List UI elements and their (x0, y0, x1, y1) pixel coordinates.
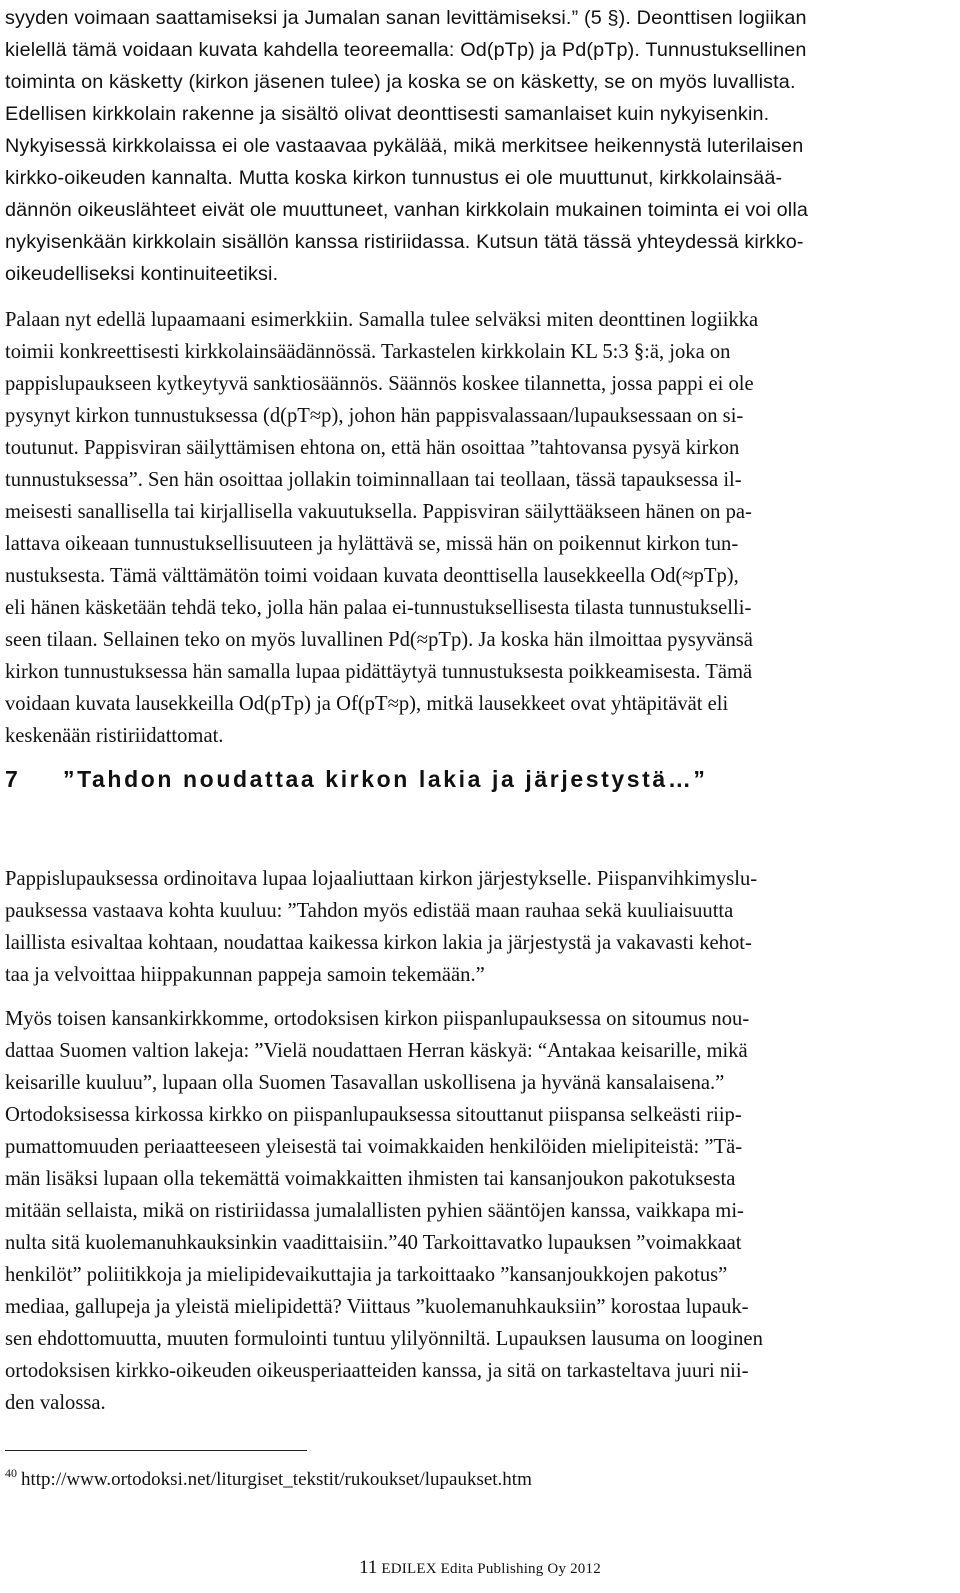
text-line: Ortodoksisessa kirkossa kirkko on piispanlupauksessa sitouttanut piispansa selkeästi riip- (5, 1104, 742, 1126)
text-line: keisarille kuuluu”, lupaan olla Suomen Tasavallan uskollisena ja hyvänä kansalaisena.” (5, 1072, 725, 1094)
paragraph-2 (5, 304, 943, 752)
paragraph-4 (5, 1003, 943, 1419)
text-line: laillista esivaltaa kohtaan, noudattaa kaikessa kirkon lakia ja järjestystä ja vakavasti kehot- (5, 932, 752, 954)
text-line: henkilöt” poliitikkoja ja mielipidevaikuttajia ja tarkoittaako ”kansanjoukkojen pakotus” (5, 1264, 728, 1286)
text-line: meisesti sanallisella tai kirjallisella vakuutuksella. Pappisviran säilyttääkseen hänen on pa- (5, 501, 752, 523)
text-line: sen ehdottomuutta, muuten formulointi tuntuu ylilyönniltä. Lupauksen lausuma on looginen (5, 1328, 763, 1350)
page-footer (0, 1557, 960, 1579)
text-line: seen tilaan. Sellainen teko on myös luvallinen Pd(≈pTp). Ja koska hän ilmoittaa pysyvänsä (5, 629, 753, 651)
text-line: voidaan kuvata lausekkeilla Od(pTp) ja Of(pT≈p), mitkä lausekkeet ovat yhtäpitävät eli (5, 693, 729, 715)
text-line: Pappislupauksessa ordinoitava lupaa lojaaliuttaan kirkon järjestykselle. Piispanvihkimyslu- (5, 868, 758, 890)
text-line: lattava oikeaan tunnustuksellisuuteen ja hylättävä se, missä hän on poikennut kirkon tun- (5, 533, 739, 555)
text-line: dännön oikeuslähteet eivät ole muuttuneet, vanhan kirkkolain mukainen toiminta ei voi olla (5, 199, 809, 221)
text-line: kirkon tunnustuksessa hän samalla lupaa pidättäytyä tunnustuksesta poikkeamisesta. Tämä (5, 661, 753, 683)
text-line: mitään sellaista, mikä on ristiriidassa jumalallisten pyhien sääntöjen kanssa, vaikkapa mi- (5, 1200, 744, 1222)
paragraph-3 (5, 863, 943, 991)
text-line: nulta sitä kuolemanuhkauksinkin vaadittaisiin.”40 Tarkoittavatko lupauksen ”voimakkaat (5, 1232, 742, 1254)
text-line: toiminta on käsketty (kirkon jäsenen tulee) ja koska se on käsketty, se on myös luvallista. (5, 71, 796, 93)
text-line: kirkko-oikeuden kannalta. Mutta koska kirkon tunnustus ei ole muuttunut, kirkkolainsää- (5, 167, 783, 189)
text-line: pauksessa vastaava kohta kuuluu: ”Tahdon myös edistää maan rauhaa sekä kuuliaisuutta (5, 900, 734, 922)
text-line: toutunut. Pappisviran säilyttämisen ehtona on, että hän osoittaa ”tahtovansa pysyä kirkon (5, 437, 740, 459)
paragraph-1 (5, 2, 943, 290)
text-line: kielellä tämä voidaan kuvata kahdella teoreemalla: Od(pTp) ja Pd(pTp). Tunnustuksellinen (5, 39, 807, 61)
text-line: eli hänen käsketään tehdä teko, jolla hän palaa ei-tunnustuksellisesta tilasta tunnustukselli- (5, 597, 752, 619)
publisher-label: EDILEX Edita Publishing Oy 2012 (381, 1561, 601, 1577)
section-heading (5, 766, 945, 793)
text-line: pappislupaukseen kytkeytyvä sanktiosäännös. Säännös koskee tilannetta, jossa pappi ei ole (5, 373, 754, 395)
text-line: Palaan nyt edellä lupaamaani esimerkkiin. Samalla tulee selväksi miten deonttinen logiikka (5, 309, 759, 331)
text-line: oikeudelliseksi kontinuiteetiksi. (5, 263, 279, 285)
text-line: tunnustuksessa”. Sen hän osoittaa jollakin toiminnallaan tai teollaan, tässä tapauksessa il- (5, 469, 742, 491)
text-line: Edellisen kirkkolain rakenne ja sisältö olivat deonttisesti samanlaiset kuin nykyisenkin. (5, 103, 770, 125)
text-line: taa ja velvoittaa hiippakunnan pappeja samoin tekemään.” (5, 964, 485, 986)
text-line: syyden voimaan saattamiseksi ja Jumalan sanan levittämiseksi.” (5 §). Deonttisen logiikan (5, 7, 807, 29)
text-line: toimii konkreettisesti kirkkolainsäädännössä. Tarkastelen kirkkolain KL 5:3 §:ä, joka on (5, 341, 731, 363)
text-line: Nykyisessä kirkkolaissa ei ole vastaavaa pykälää, mikä merkitsee heikennystä luterilaisen (5, 135, 804, 157)
footnote-link[interactable]: http://www.ortodoksi.net/liturgiset_tekstit/rukoukset/lupaukset.htm (21, 1469, 532, 1490)
text-line: nykyisenkään kirkkolain sisällön kanssa ristiriidassa. Kutsun tätä tässä yhteydessä kirkko- (5, 231, 804, 253)
text-line: den valossa. (5, 1392, 106, 1414)
text-line: ortodoksisen kirkko-oikeuden oikeusperiaatteiden kanssa, ja sitä on tarkasteltava juuri nii- (5, 1360, 749, 1382)
section-number: 7 (5, 766, 21, 792)
footnote-divider (5, 1450, 307, 1451)
text-line: pumattomuuden periaatteeseen yleisestä tai voimakkaiden henkilöiden mielipiteistä: ”Tä- (5, 1136, 743, 1158)
text-line: män lisäksi lupaan olla tekemättä voimakkaitten ihmisten tai kansanjoukon pakotuksesta (5, 1168, 736, 1190)
text-line: keskenään ristiriidattomat. (5, 725, 224, 747)
page-number: 11 (359, 1557, 378, 1578)
text-line: pysynyt kirkon tunnustuksessa (d(pT≈p), johon hän pappisvalassaan/lupauksessaan on si- (5, 405, 744, 427)
text-line: Myös toisen kansankirkkomme, ortodoksisen kirkon piispanlupauksessa on sitoumus nou- (5, 1008, 750, 1030)
text-line: dattaa Suomen valtion lakeja: ”Vielä noudattaen Herran käskyä: “Antakaa keisarille, mikä (5, 1040, 748, 1062)
footnote (5, 1466, 532, 1491)
text-line: nustuksesta. Tämä välttämätön toimi voidaan kuvata deonttisella lausekkeella Od(≈pTp), (5, 565, 739, 587)
footnote-number: 40 (5, 1466, 17, 1480)
section-title: ”Tahdon noudattaa kirkon lakia ja järjestystä…” (63, 766, 708, 792)
text-line: mediaa, gallupeja ja yleistä mielipidettä? Viittaus ”kuolemanuhkauksiin” korostaa lupauk- (5, 1296, 749, 1318)
